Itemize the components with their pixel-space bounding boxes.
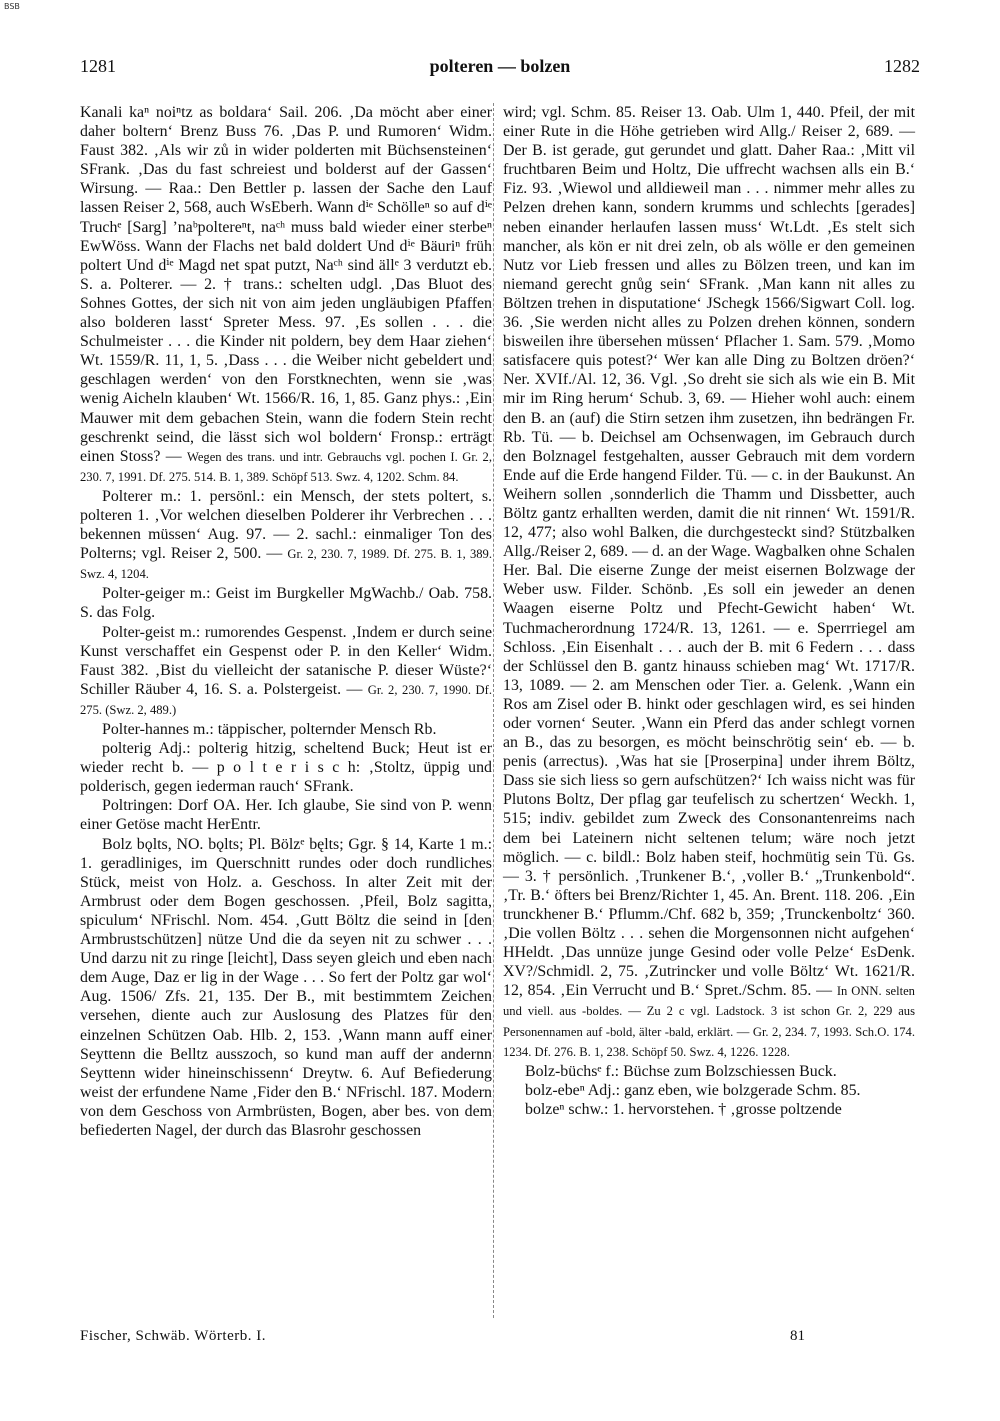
entry-text: bolzeⁿ schw.: 1. hervorstehen. † ‚grosse poltzende: [525, 1100, 842, 1118]
entry-references: Gr. 2, 230. 7, 1989. Df. 275. B. 1, 389. Swz. 4, 1204.: [80, 547, 492, 582]
column-divider: [493, 103, 494, 1318]
entry-bolz-eben: [503, 1081, 915, 1100]
entry-text: Bolz bǫlts, NO. bǫlts; Pl. Bölzᵉ bęlts; Ggr. § 14, Karte 1 m.: 1. geradliniges, im Querschnitt rundes oder doch rundliches Stück, meist von Holz. a. Geschoss. In alter Zeit mit der Armbrust oder dem Bogen geschossen. ‚Pfeil, Bolz sagitta, spiculum‘ NFrischl. Nom. 454. ‚Gutt Böltz die seind in [den Armbrustschützen] nütze Und die da seyen nit zu schwer . . . Und darzu nit zu ringe [leicht], Dass seyen gleich und eben nach dem Auge, Daz er lig in der Wage . . . So fert der Poltz gar wol‘ Aug. 1506/ Zfs. 21, 135. Der B., mit bestimmtem Zeichen versehen, diente auch zur Auslosung des Platzes für den einzelnen Schützen Oab. Hlb. 2, 153. ‚Wann mann auff einer Seyttenn die Belltz ausszoch, so kund man auff der andernn Seyttenn wider hineinschissenn‘ Dreytw. 6. Auf Befiederung weist der erfundene Name ‚Fider den B.‘ NFrischl. 187. Modern von dem Geschoss von Armbrüsten, Bogen, aber bes. von dem befiederten Nagel, der durch das Blasrohr geschossen: [80, 835, 492, 1139]
entry-text: Bolz-büchsᵉ f.: Büchse zum Bolzschiessen Buck.: [525, 1062, 837, 1080]
entry-bolz-continued: [503, 103, 915, 1062]
entry-references: In ONN. selten und viell. aus -boldes. — Zu 2 c vgl. Ladstock. 3 ist schon Gr. 2, 229 aus Personennamen auf -bold, älter -bald, erklärt. — Gr. 2, 234. 7, 1993. Sch.O. 174. 1234. Df. 276. B. 1, 238. Schöpf 50. Swz. 4, 1226. 1228.: [503, 984, 915, 1059]
entry-text: Kanali kaⁿ noiⁿtz as boldara‘ Sail. 206. ‚Da möcht aber einer daher boltern‘ Brenz Buss 76. ‚Das P. und Rumoren‘ Widm. Faust 382. ‚Als wir zů in wider polderten mit Büchsensteinen‘ SFrank. ‚Das du fast schreiest und bolderst auf der Gassen‘ Wirsung. — Raa.: Den Bettler p. lassen der Sache den Lauf lassen Reiser 2, 568, auch WsEberh. Wann dⁱᵉ Schölleⁿ so auf dⁱᵉ Truchᵉ [Sarg] ’naᵇpoltereⁿt, naᶜʰ muss bald wieder einer sterbeⁿ EwWöss. Wann der Flachs net bald doldert Und dⁱᵉ Bäuriⁿ früh poltert Und dⁱᵉ Magd net spat putzt, Naᶜʰ sind ällᵉ 3 verdutzt eb. S. a. Polterer. — 2. † trans.: schelten udgl. ‚Das Bluot des Sohnes Gottes, der sich nit von aim jeden ungläubigen Pfaffen also bolderen lasst‘ Spreter Mess. 97. ‚Es sollen . . . die Schulmeister . . . die Kinder nit poldern, bey dem Haar ziehen‘ Wt. 1559/R. 11, 1, 5. ‚Dass . . . die Weiber nicht gebeldert und geschlagen werden‘ von den Forstknechten, wenn sie ‚was wenig Aicheln klauben‘ Wt. 1566/R. 16, 1, 85. Ganz phys.: ‚Ein Mauwer mit dem gebachen Stein, wann die fodern Stein recht geschrenkt seind, die lässt sich wol boldern‘ Fronsp.: erträgt einen Stoss? —: [80, 104, 492, 465]
entry-text: wird; vgl. Schm. 85. Reiser 13. Oab. Ulm 1, 440. Pfeil, der mit einer Rute in die Höhe getrieben wird Allg./ Reiser 2, 689. — Der B. ist gerade, gut gerundet und glatt. Daher Raa.: ‚Mitt vil fruchtbaren Beim und Holtz, Die uffrecht wachsen alls ein B.‘ Fiz. 93. ‚Wiewol und alldieweil man . . . nimmer mehr alles zu Pelzen drehen kann, sondern krumms und schlechts [gerades] neben einander herlaufen lassen muss‘ Wt.Ldt. ‚Es stelt sich mancher, als kön er nit drei zeln, ob als wölle er den gemeinen Nutz vor Lieb fressen und alles zu Bölzen treen, und kan im niemand gerecht gnůg sein‘ SFrank. ‚Man kann nit alles zu Böltzen trehen in disputatione‘ JSchegk 1566/Sigwart Coll. log. 36. ‚Sie werden nicht alles zu Polzen drehen können, sondern bisweilen ihre übersehen müssen‘ Pflacher 1. Sam. 579. ‚Momo satisfacere quis potest?‘ Wer kan alle Ding zu Boltzen dröen?‘ Ner. XVIf./Al. 12, 36. Vgl. ‚So dreht sie sich als wie ein B. Mit mir im Ring herum‘ Schub. 3, 69. — Hieher wohl auch: einem den B. an (auf) die Stirn setzen ihm zusetzen, ihn bedrängen Fr. Rb. Tü. — b. Deichsel am Ochsenwagen, im Gebrauch durch den Bolznagel festgehalten, ausser Gebrauch mit dem vordern Ende auf die Erde hangend Filder. Tü. — c. in der Baukunst. An Weihern sollen ‚sonnderlich die Thamm und Dissbetter, auch Böltz gantz erhallten werden, damit die nit rinnen‘ Wt. 1591/R. 12, 477; also wohl Balken, die durchgesteckt sind? Stützbalken Allg./Reiser 2, 689. — d. an der Wage. Wagbalken ohne Schalen Her. Bal. Die eiserne Zunge der meist eisernen Bolzwage der Weber usw. Filder. Schönb. ‚Es soll ein jeweder an denen Waagen eiserne Poltz und Pfecht-Gewicht haben‘ Wt. Tuchmacherordnung 1724/R. 13, 1261. — e. Sperrriegel am Schloss. ‚Ein Eisenhalt . . . auch der B. mit 6 Federn . . . dass der Schlüssel den B. gantz hinauss schieben mag‘ Wt. 1717/R. 13, 1089. — 2. am Menschen oder Tier. a. Gelenk. ‚Wann ein Ros am Zisel oder B. hinkt oder geschlagen wird, es sei hinden oder vornen‘ Seuter. ‚Wann ein Pferd das ander schlegt vornen an B., das zu besorgen, es möcht beinschrötig sein‘ eb. — b. penis (arrectus). ‚Was hat sie [Proserpina] under ihrem Böltz, Dass sie sich liess so gern aufschützen?‘ Ich waiss nicht was für Plutons Boltz, Der pflag gar teufelisch zu schertzen‘ Weckh. 1, 515; indiv. gebildet zum Zweck des Consonantenreims nach dem bei Lateinern nicht seltenen telum; wäre noch jetzt möglich. — c. bildl.: Bolz haben steif, hochmütig sein Tü. Gs. — 3. † persönlich. ‚Trunkener B.‘, ‚voller B.‘ „Trunkenbold“. ‚Tr. B.‘ öfters bei Brenz/Richter 1, 45. An. Brent. 118. 206. ‚Ein trunckhener B.‘ Pflumm./Chf. 682 b, 359; ‚Trunckenboltz‘ 360. ‚Die vollen Böltz . . . sehen die Morgensonnen nicht aufgehen‘ HHeldt. ‚Das unnüze junge Gesind oder volle Pelze‘ EsDenk. XV?/Schmidl. 2, 75. ‚Zutrincker und volle Böltz‘ Wt. 1621/R. 12, 854. ‚Ein Verrucht und B.‘ Spret./Schm. 85. —: [503, 104, 915, 1000]
left-column: [80, 103, 492, 1140]
right-column: [503, 103, 915, 1119]
entry-bolz-buechse: [503, 1062, 915, 1081]
entry-poltringen: [80, 796, 492, 834]
entry-polter-hannes: [80, 720, 492, 739]
entry-polterig: [80, 739, 492, 796]
entry-bolz: [80, 835, 492, 1141]
entry-polteren-continued: [80, 103, 492, 487]
page-number-left: 1281: [80, 56, 116, 76]
entry-text: Polter-geist m.: rumorendes Gespenst. ‚Indem er durch seine Kunst verschaffet ein Gespenst oder P. in den Keller‘ Widm. Faust 382. ‚Bist du vielleicht der satanische P. dieser Wüste?‘ Schiller Räuber 4, 16. S. a. Polstergeist. —: [80, 623, 492, 698]
entry-text: Polterer m.: 1. persönl.: ein Mensch, der stets poltert, s. polteren 1. ‚Vor welchen dieselben Polderer ihr Verbrechen . . . bekennen müssen‘ Aug. 97. — 2. sachl.: einmaliger Ton des Polterns; vgl. Reiser 2, 500. —: [80, 487, 492, 563]
entry-text: Polter-hannes m.: täppischer, polternder Mensch Rb.: [102, 721, 437, 738]
footer-source: Fischer, Schwäb. Wörterb. I.: [80, 1328, 266, 1344]
library-mark: BSB: [4, 2, 20, 11]
running-title: polteren — bolzen: [429, 56, 571, 76]
entry-bolzen: [503, 1100, 915, 1119]
entry-text: Polter-geiger m.: Geist im Burgkeller MgWachb./ Oab. 758. S. das Folg.: [80, 585, 492, 622]
entry-polterer: [80, 487, 492, 584]
entry-text: Poltringen: Dorf OA. Her. Ich glaube, Sie sind von P. wenn einer Getöse macht HerEntr.: [80, 797, 492, 834]
page-number-right: 1282: [884, 56, 920, 76]
entry-references: Wegen des trans. und intr. Gebrauchs vgl. pochen I. Gr. 2, 230. 7, 1991. Df. 275. 514. B. 1, 389. Schöpf 513. Swz. 4, 1202. Schm. 84.: [80, 449, 492, 484]
entry-text: polterig Adj.: polterig hitzig, scheltend Buck; Heut ist er wieder recht b. — p o l t e r i s c h: ‚Stoltz, üppig und polderisch, gegen iederman rauch‘ SFrank.: [80, 740, 492, 796]
entry-polter-geist: [80, 623, 492, 720]
footer-sheet-number: 81: [790, 1328, 805, 1344]
entry-references: Gr. 2, 230. 7, 1990. Df. 275. (Swz. 2, 489.): [80, 682, 492, 717]
entry-text: bolz-ebeⁿ Adj.: ganz eben, wie bolzgerade Schm. 85.: [525, 1081, 861, 1099]
entry-polter-geiger: [80, 584, 492, 622]
